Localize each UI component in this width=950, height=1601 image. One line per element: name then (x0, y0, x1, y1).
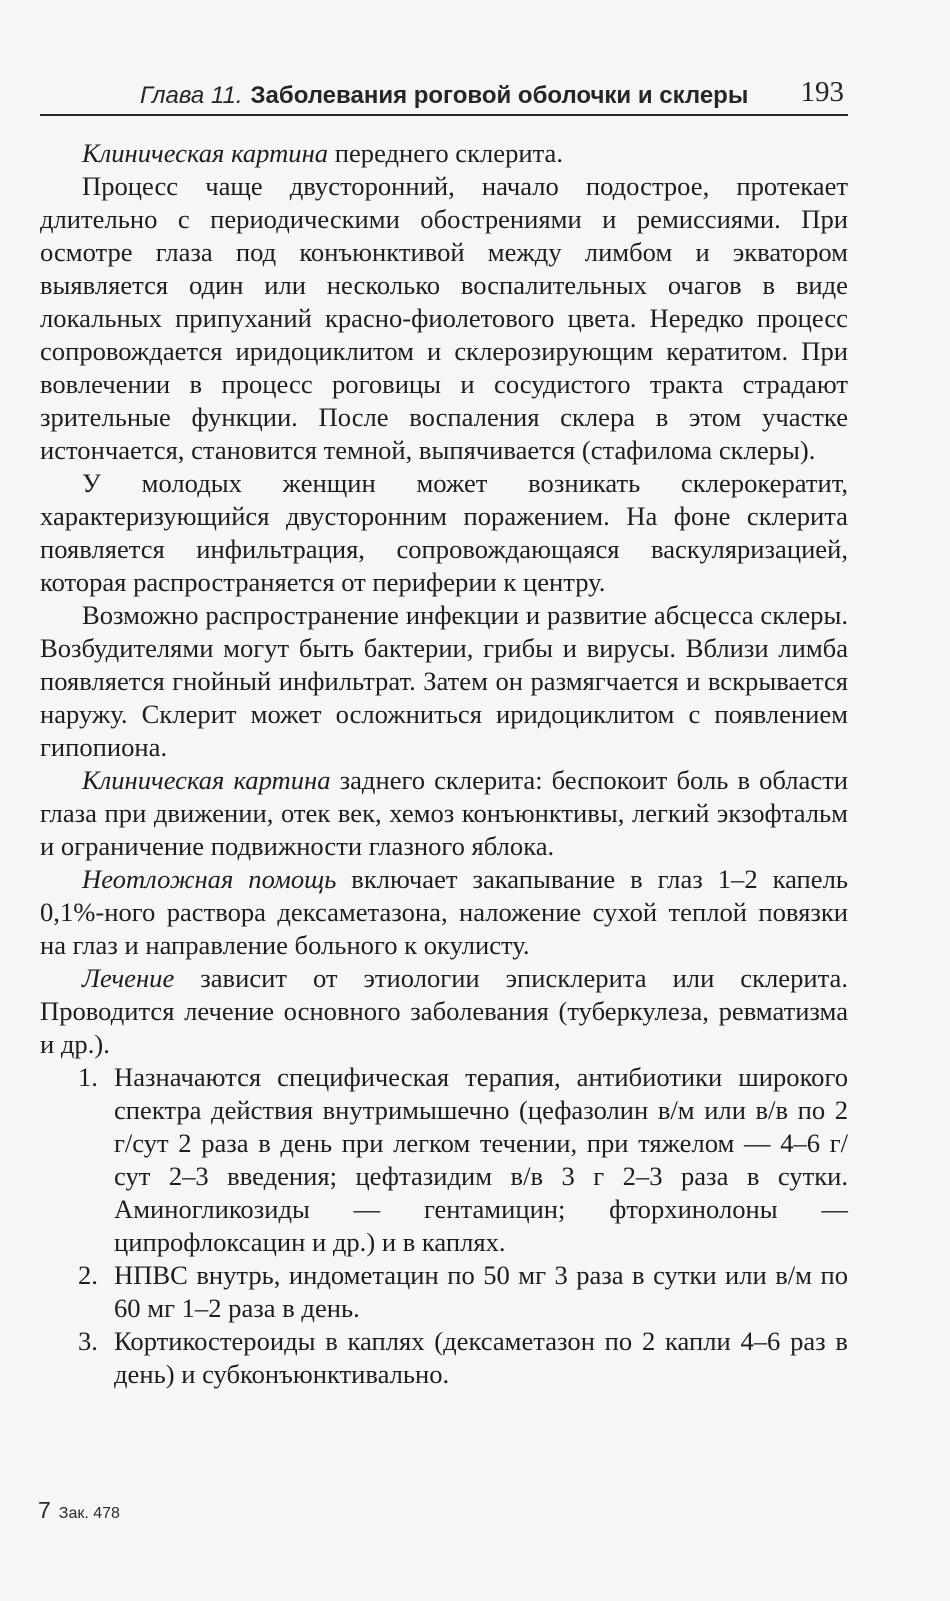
page-number: 193 (800, 76, 844, 108)
paragraph (40, 962, 848, 1061)
paragraph (40, 137, 848, 170)
list-item-number: 1. (78, 1062, 98, 1092)
paragraph (40, 170, 848, 467)
printer-signature (38, 1497, 120, 1524)
paragraph-lead: Клиническая картина (82, 765, 331, 795)
chapter-heading (140, 82, 748, 110)
list-item-text: Назначаются специфическая терапия, антибиотики широкого спектра действия внутримышечно (цефазолин в/м или в/в по 2 г/сут 2 раза в день при легком течении, при тяжелом — 4–6 г/сут 2–3 введения; цефтазидим в/в 3 г 2–3 раза в сутки. Аминогликозиды — гентамицин; фторхинолоны — ципрофлоксацин и др.) и в каплях. (114, 1062, 848, 1257)
paragraph (40, 467, 848, 599)
paragraph (40, 863, 848, 962)
running-header (40, 76, 848, 116)
list-item (78, 1259, 848, 1325)
list-item (78, 1061, 848, 1259)
order-label: Зак. 478 (58, 1505, 120, 1522)
paragraph-lead: Неотложная помощь (82, 864, 337, 894)
list-item-text: НПВС внутрь, индометацин по 50 мг 3 раза в сутки или в/м по 60 мг 1–2 раза в день. (114, 1260, 848, 1323)
paragraph-text: У молодых женщин может возникать склерокератит, характеризующийся двусторонним поражением. На фоне склерита появляется инфильтрация, сопровождающаяся васкуляризацией, которая распространяется от периферии к центру. (40, 468, 848, 597)
paragraph (40, 764, 848, 863)
paragraph-lead: Клиническая картина (82, 138, 329, 168)
paragraph-text: включает закапывание в глаз 1–2 капель 0,1%-ного раствора дексаметазона, наложение сухой теплой повязки на глаз и направление больного к окулисту. (40, 864, 848, 960)
paragraph-text: заднего склерита: беспокоит боль в области глаза при движении, отек век, хемоз конъюнктивы, легкий экзофтальм и ограничение подвижности глазного яблока. (40, 765, 848, 861)
paragraph-text: Возможно распространение инфекции и развитие абсцесса склеры. Возбудителями могут быть бактерии, грибы и вирусы. Вблизи лимба появляется гнойный инфильтрат. Затем он размягчается и вскрывается наружу. Склерит может осложниться иридоциклитом с появлением гипопиона. (40, 600, 848, 762)
paragraph-text: зависит от этиологии эписклерита или склерита. Проводится лечение основного заболевания (туберкулеза, ревматизма и др.). (40, 963, 848, 1059)
main-text (40, 137, 848, 1391)
chapter-label: Глава 11. (140, 82, 243, 109)
paragraph-lead: Лечение (82, 963, 175, 993)
chapter-title: Заболевания роговой оболочки и склеры (250, 82, 749, 109)
paragraph (40, 599, 848, 764)
list-item-number: 3. (78, 1326, 98, 1356)
list-item-text: Кортикостероиды в каплях (дексаметазон по 2 капли 4–6 раз в день) и субконъюнктивально. (114, 1326, 848, 1389)
list-item-number: 2. (78, 1260, 98, 1290)
treatment-list (40, 1061, 848, 1391)
list-item (78, 1325, 848, 1391)
paragraph-text: Процесс чаще двусторонний, начало подострое, протекает длительно с периодическими обострениями и ремиссиями. При осмотре глаза под конъюнктивой между лимбом и экватором выявляется один или несколько воспалительных очагов в виде локальных припуханий красно-фиолетового цвета. Нередко процесс сопровождается иридоциклитом и склерозирующим кератитом. При вовлечении в процесс роговицы и сосудистого тракта страдают зрительные функции. После воспаления склера в этом участке истончается, становится темной, выпячивается (стафилома склеры). (40, 171, 848, 465)
signature-number: 7 (38, 1497, 51, 1523)
paragraph-text: переднего склерита. (328, 138, 564, 168)
